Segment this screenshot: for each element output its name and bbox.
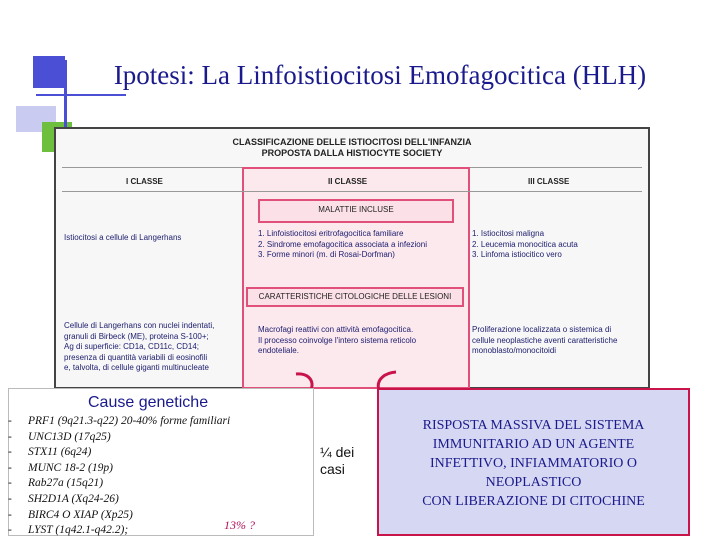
feature-line: Ag di superficie: CD1a, CD11c, CD14; [64, 342, 200, 351]
col-label-class-two: II CLASSE [328, 177, 368, 186]
response-line: NEOPLASTICO [485, 475, 582, 490]
list-item: - MUNC 18-2 (19p) [8, 461, 230, 477]
list-item: - Rab27a (15q21) [8, 476, 230, 492]
caratteristiche-label: CARATTERISTICHE CITOLOGICHE DELLE LESIONI [246, 287, 464, 307]
response-line: IMMUNITARIO AD UN AGENTE [432, 437, 635, 452]
table-heading-line2: PROPOSTA DALLA HISTIOCYTE SOCIETY [261, 148, 443, 158]
feature-line: Proliferazione localizzata o sistemica di [472, 325, 612, 334]
quarter-of-cases [320, 444, 354, 478]
list-item: - LYST (1q42.1-q42.2); [8, 523, 230, 539]
genetic-causes-list [8, 414, 230, 539]
list-item: - PRF1 (9q21.3-q22) 20-40% forme familiari [8, 414, 230, 430]
feature-line: cellule neoplastiche aventi caratteristiche [472, 335, 618, 345]
genetic-causes-title: Cause genetiche [88, 394, 209, 411]
disease-item: 1. Linfoistiocitosi eritrofagocitica familiare [258, 229, 404, 238]
response-line: INFETTIVO, INFIAMMATORIO O [429, 456, 637, 471]
feature-line: Il processo coinvolge l'intero sistema reticolo [258, 335, 417, 345]
response-line: RISPOSTA MASSIVA DEL SISTEMA [422, 418, 645, 433]
malattie-incluse-label: MALATTIE INCLUSE [258, 199, 454, 223]
class-one-disease: Istiocitosi a cellule di Langerhans [64, 233, 182, 242]
feature-line: presenza di quantità variabili di eosinofili [64, 352, 208, 362]
percentage-note: 13% ? [224, 518, 255, 532]
feature-line: endoteliale. [258, 346, 299, 355]
feature-line: granuli di Birbeck (ME), proteina S-100+; [64, 331, 209, 341]
disease-item: 3. Linfoma istiocitico vero [472, 250, 562, 259]
immune-response-text [377, 416, 690, 511]
quarter-line: ¼ dei [320, 444, 355, 460]
col-label-class-one: I CLASSE [126, 177, 163, 186]
slide-title: Ipotesi: La Linfoistiocitosi Emofagocitica (HLH) [113, 60, 647, 90]
list-item: - BIRC4 O XIAP (Xp25) [8, 508, 230, 524]
feature-line: e, talvolta, di cellule giganti multinucleate [64, 363, 209, 372]
disease-item: 1. Istiocitosi maligna [472, 229, 545, 238]
feature-line: monoblasto/monocitoidi [472, 346, 557, 355]
col-label-class-three: III CLASSE [528, 177, 570, 186]
list-item: - STX11 (6q24) [8, 445, 230, 461]
disease-item: 2. Sindrome emofagocitica associata a infezioni [258, 239, 427, 249]
response-line: CON LIBERAZIONE DI CITOCHINE [422, 494, 645, 509]
feature-line: Macrofagi reattivi con attività emofagocitica. [258, 325, 414, 334]
disease-item: 2. Leucemia monocitica acuta [472, 239, 578, 249]
table-heading-line1: CLASSIFICAZIONE DELLE ISTIOCITOSI DELL'INFANZIA [232, 137, 472, 147]
quarter-line: casi [320, 461, 345, 477]
list-item: - UNC13D (17q25) [8, 430, 230, 446]
disease-item: 3. Forme minori (m. di Rosai-Dorfman) [258, 250, 395, 259]
feature-line: Cellule di Langerhans con nuclei indentati, [64, 321, 215, 330]
list-item: - SH2D1A (Xq24-26) [8, 492, 230, 508]
